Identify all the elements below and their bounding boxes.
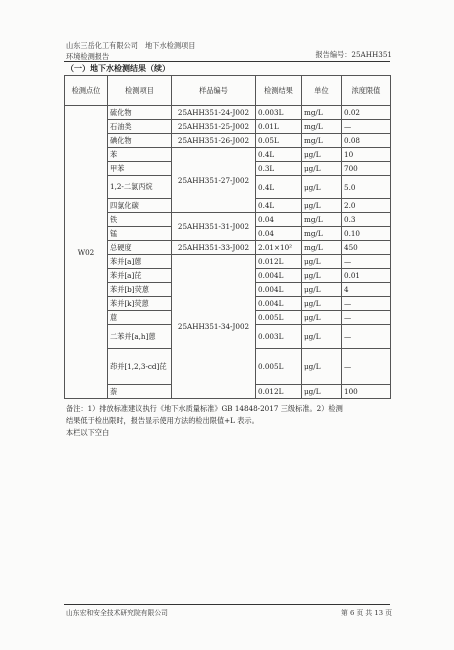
sample-code-cell: 25AHH351-34-J002 (172, 255, 256, 399)
item-cell: 铁 (108, 213, 172, 227)
col-header-unit: 单位 (302, 76, 342, 106)
sample-code-cell: 25AHH351-25-J002 (172, 120, 256, 134)
header-project-title: 山东三岳化工有限公司 地下水检测项目 (66, 41, 196, 50)
unit-cell: μg/L (302, 269, 342, 283)
limit-cell: 4 (342, 283, 391, 297)
unit-cell: μg/L (302, 148, 342, 162)
header-rule (64, 61, 390, 62)
remark-line-2: 结果低于检出限时，报告显示使用方法的检出限值+L 表示。 (66, 416, 259, 425)
table-row (65, 134, 391, 148)
page-number: 第 6 页 共 13 页 (341, 609, 392, 617)
header-report-type: 环境检测报告 (66, 52, 110, 61)
unit-cell: mg/L (302, 227, 342, 241)
unit-cell: μg/L (302, 199, 342, 213)
unit-cell: mg/L (302, 120, 342, 134)
result-cell: 0.005L (256, 311, 302, 325)
limit-cell: — (342, 311, 391, 325)
result-cell: 0.04 (256, 213, 302, 227)
limit-cell: 0.08 (342, 134, 391, 148)
unit-cell: μg/L (302, 297, 342, 311)
item-cell: 苯并[k]荧蒽 (108, 297, 172, 311)
item-cell: 䓛 (108, 311, 172, 325)
item-cell: 石油类 (108, 120, 172, 134)
table-row (65, 106, 391, 120)
sample-code-cell: 25AHH351-24-J002 (172, 106, 256, 120)
limit-cell: — (342, 349, 391, 385)
table-row (65, 241, 391, 255)
table-row (65, 255, 391, 269)
monitoring-point-cell: W02 (65, 106, 108, 399)
unit-cell: μg/L (302, 176, 342, 199)
unit-cell: μg/L (302, 162, 342, 176)
result-cell: 0.012L (256, 255, 302, 269)
limit-cell: 0.10 (342, 227, 391, 241)
item-cell: 碘化物 (108, 134, 172, 148)
item-cell: 硫化物 (108, 106, 172, 120)
unit-cell: mg/L (302, 106, 342, 120)
blank-below-note: 本栏以下空白 (66, 428, 110, 437)
item-cell: 甲苯 (108, 162, 172, 176)
footer-company: 山东宏和安全技术研究院有限公司 (66, 609, 168, 617)
limit-cell: — (342, 325, 391, 349)
item-cell: 茚并[1,2,3-cd]芘 (108, 349, 172, 385)
table-row (65, 148, 391, 162)
limit-cell: 100 (342, 385, 391, 399)
result-cell: 0.04 (256, 227, 302, 241)
unit-cell: μg/L (302, 385, 342, 399)
result-cell: 0.4L (256, 199, 302, 213)
item-cell: 萘 (108, 385, 172, 399)
result-cell: 0.01L (256, 120, 302, 134)
result-cell: 0.004L (256, 297, 302, 311)
result-cell: 0.05L (256, 134, 302, 148)
unit-cell: mg/L (302, 213, 342, 227)
report-header (66, 40, 195, 62)
limit-cell: 0.01 (342, 269, 391, 283)
sample-code-cell: 25AHH351-26-J002 (172, 134, 256, 148)
item-cell: 苯 (108, 148, 172, 162)
item-cell: 锰 (108, 227, 172, 241)
item-cell: 总硬度 (108, 241, 172, 255)
limit-cell: 2.0 (342, 199, 391, 213)
section-title: （一）地下水检测结果（续） (66, 63, 170, 73)
limit-cell: 450 (342, 241, 391, 255)
limit-cell: — (342, 297, 391, 311)
sample-code-cell: 25AHH351-27-J002 (172, 148, 256, 213)
col-header-sample-code: 样品编号 (172, 76, 256, 106)
unit-cell: μg/L (302, 325, 342, 349)
unit-cell: mg/L (302, 134, 342, 148)
limit-cell: — (342, 120, 391, 134)
limit-cell: 0.02 (342, 106, 391, 120)
table-row (65, 213, 391, 227)
result-cell: 0.003L (256, 325, 302, 349)
item-cell: 苯并[a]蒽 (108, 255, 172, 269)
remarks (66, 403, 388, 439)
item-cell: 苯并[a]芘 (108, 269, 172, 283)
item-cell: 二苯并[a,h]蒽 (108, 325, 172, 349)
result-cell: 0.003L (256, 106, 302, 120)
col-header-result: 检测结果 (256, 76, 302, 106)
item-cell: 苯并[b]荧蒽 (108, 283, 172, 297)
remark-line-1: 备注：1）排放标准建议执行《地下水质量标准》GB 14848-2017 三级标准。2）检测 (66, 404, 343, 413)
result-cell: 0.4L (256, 176, 302, 199)
result-cell: 0.005L (256, 349, 302, 385)
result-cell: 2.01×10² (256, 241, 302, 255)
results-table (64, 75, 391, 399)
footer-rule (64, 604, 390, 605)
col-header-limit: 浓度限值 (342, 76, 391, 106)
result-cell: 0.004L (256, 269, 302, 283)
result-cell: 0.004L (256, 283, 302, 297)
table-row (65, 120, 391, 134)
limit-cell: 0.3 (342, 213, 391, 227)
col-header-point: 检测点位 (65, 76, 108, 106)
unit-cell: μg/L (302, 311, 342, 325)
limit-cell: 700 (342, 162, 391, 176)
limit-cell: — (342, 255, 391, 269)
col-header-item: 检测项目 (108, 76, 172, 106)
table-header-row (65, 76, 391, 106)
result-cell: 0.012L (256, 385, 302, 399)
unit-cell: μg/L (302, 349, 342, 385)
limit-cell: 5.0 (342, 176, 391, 199)
unit-cell: mg/L (302, 241, 342, 255)
unit-cell: μg/L (302, 255, 342, 269)
limit-cell: 10 (342, 148, 391, 162)
unit-cell: μg/L (302, 283, 342, 297)
sample-code-cell: 25AHH351-33-J002 (172, 241, 256, 255)
report-number: 报告编号：25AHH351 (315, 50, 392, 59)
result-cell: 0.4L (256, 148, 302, 162)
sample-code-cell: 25AHH351-31-J002 (172, 213, 256, 241)
result-cell: 0.3L (256, 162, 302, 176)
item-cell: 四氯化碳 (108, 199, 172, 213)
item-cell: 1,2-二氯丙烷 (108, 176, 172, 199)
